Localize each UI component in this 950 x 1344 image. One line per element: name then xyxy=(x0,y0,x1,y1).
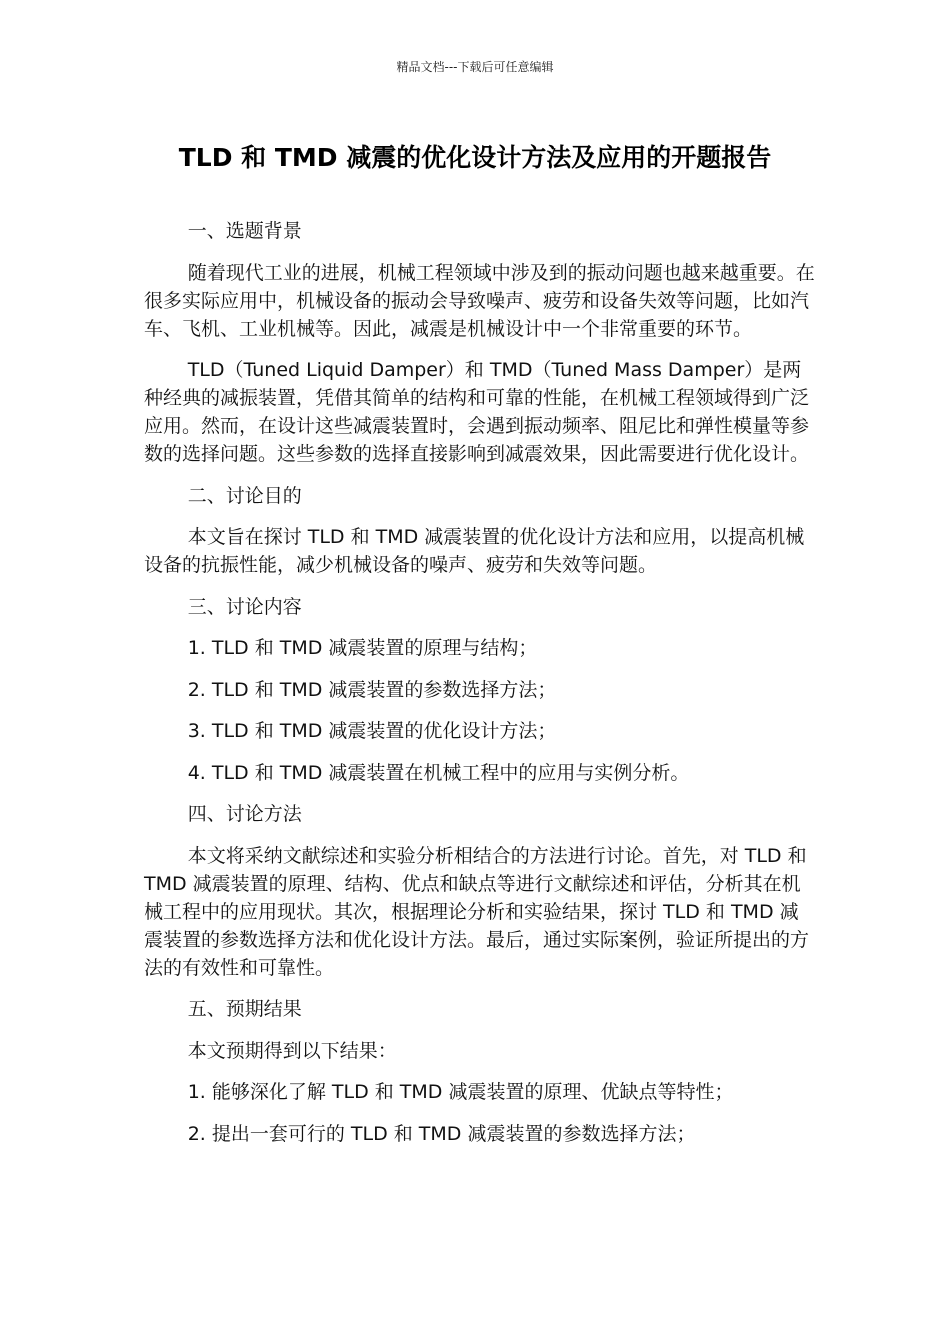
section-heading-purpose: 二、讨论目的 xyxy=(187,484,302,507)
page-header: 精品文档---下载后可任意编辑 xyxy=(396,60,554,74)
section-heading-background: 一、选题背景 xyxy=(187,220,302,242)
list-item-results-1: 1. 能够深化了解 TLD 和 TMD 减震装置的原理、优缺点等特性； xyxy=(187,1081,734,1103)
section-heading-content: 三、讨论内容 xyxy=(187,595,302,618)
document-body xyxy=(144,217,816,1161)
list-item-content-1: 1. TLD 和 TMD 减震装置的原理与结构； xyxy=(187,637,538,659)
list-item-content-2: 2. TLD 和 TMD 减震装置的参数选择方法； xyxy=(187,678,557,701)
paragraph-background-2: TLD（Tuned Liquid Damper）和 TMD（Tuned Mass Damper）是两种经典的减振装置，凭借其简单的结构和可靠的性能，在机械工程领域得到广泛应用。然而，在设计这些减震装置时，会遇到振动频率、阻尼比和弹性模量等参数的选择问题。这些参数的选择直接影响到减震效果，因此需要进行优化设计。 xyxy=(144,359,810,465)
section-heading-method: 四、讨论方法 xyxy=(187,803,302,825)
document-title: TLD 和 TMD 减震的优化设计方法及应用的开题报告 xyxy=(178,143,772,172)
list-item-content-4: 4. TLD 和 TMD 减震装置在机械工程中的应用与实例分析。 xyxy=(187,761,690,784)
paragraph-purpose: 本文旨在探讨 TLD 和 TMD 减震装置的优化设计方法和应用，以提高机械设备的抗振性能，减少机械设备的噪声、疲劳和失效等问题。 xyxy=(144,526,805,576)
paragraph-results-intro: 本文预期得到以下结果： xyxy=(187,1039,397,1062)
list-item-content-3: 3. TLD 和 TMD 减震装置的优化设计方法； xyxy=(187,720,557,742)
paragraph-method: 本文将采纳文献综述和实验分析相结合的方法进行讨论。首先，对 TLD 和 TMD 减震装置的原理、结构、优点和缺点等进行文献综述和评估，分析其在机械工程中的应用现状。其次，根据理论分析和实验结果，探讨 TLD 和 TMD 减震装置的参数选择方法和优化设计方法。最后，通过实际案例，验证所提出的方法的有效性和可靠性。 xyxy=(144,844,810,979)
paragraph-background-1: 随着现代工业的进展，机械工程领域中涉及到的振动问题也越来越重要。在很多实际应用中，机械设备的振动会导致噪声、疲劳和设备失效等问题，比如汽车、飞机、工业机械等。因此，减震是机械设计中一个非常重要的环节。 xyxy=(144,261,815,340)
section-heading-results: 五、预期结果 xyxy=(187,998,302,1020)
list-item-results-2: 2. 提出一套可行的 TLD 和 TMD 减震装置的参数选择方法； xyxy=(187,1122,696,1145)
